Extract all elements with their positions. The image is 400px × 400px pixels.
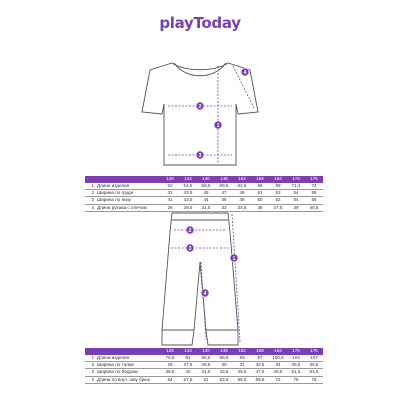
size-value-cell: 48 [233, 197, 251, 204]
row-number: 4 [85, 376, 97, 383]
row-number: 2 [85, 190, 97, 197]
tshirt-marker-2-label: 2 [198, 103, 202, 110]
size-header-cell: 134 [179, 176, 197, 183]
size-value-cell: 45,5 [233, 369, 251, 376]
size-value-cell: 32,5 [251, 362, 269, 369]
table-row [85, 204, 323, 211]
size-value-cell: 75 [287, 376, 305, 383]
table-row [85, 197, 323, 204]
size-value-cell: 57,5 [179, 376, 197, 383]
size-value-cell: 44 [197, 197, 215, 204]
size-value-cell: 27,5 [179, 362, 197, 369]
size-value-cell: 54 [161, 376, 179, 383]
tshirt-marker-1-label: 1 [216, 122, 220, 129]
tshirt-size-table [85, 176, 323, 212]
size-value-cell: 30 [215, 362, 233, 369]
size-value-cell: 36 [251, 204, 269, 211]
size-value-cell: 71,4 [287, 183, 305, 190]
size-value-cell: 61 [197, 376, 215, 383]
size-value-cell: 43,5 [179, 190, 197, 197]
size-value-cell: 54,5 [179, 183, 197, 190]
row-number: 1 [85, 183, 97, 190]
row-label: Ширина по груди [97, 190, 161, 197]
size-header-cell: 158 [251, 176, 269, 183]
row-label: Ширина по талии [97, 362, 161, 369]
size-value-cell: 28 [161, 204, 179, 211]
tshirt-size-header [85, 176, 323, 183]
tshirt-marker-3-label: 3 [198, 152, 202, 159]
size-value-cell: 49,5 [269, 369, 287, 376]
size-value-cell: 78 [305, 376, 323, 383]
size-value-cell: 54 [287, 190, 305, 197]
tshirt-size-body [85, 183, 323, 211]
size-header-cell: 158 [251, 348, 269, 355]
size-value-cell: 66,5 [233, 376, 251, 383]
size-value-cell: 46 [215, 197, 233, 204]
row-label: Ширина по низу [97, 197, 161, 204]
size-value-cell: 40,5 [305, 204, 323, 211]
size-value-cell: 66 [251, 183, 269, 190]
size-value-cell: 38,5 [161, 369, 179, 376]
size-header-cell: 140 [197, 348, 215, 355]
size-value-cell: 56 [305, 197, 323, 204]
size-value-cell: 104 [287, 355, 305, 362]
size-value-cell: 42,5 [179, 197, 197, 204]
size-value-cell: 42 [161, 190, 179, 197]
size-value-cell: 51,5 [287, 369, 305, 376]
row-label: Ширина по бёдрам [97, 369, 161, 376]
pants-marker-4-label: 4 [203, 290, 207, 297]
size-value-cell: 52 [161, 183, 179, 190]
size-value-cell: 34,5 [233, 204, 251, 211]
size-header-cell: 140 [197, 176, 215, 183]
row-number: 4 [85, 204, 97, 211]
row-label: Длина рукава с плечом [97, 204, 161, 211]
size-value-cell: 85,5 [197, 355, 215, 362]
size-value-cell: 31,5 [197, 204, 215, 211]
size-header-cell: 152 [233, 348, 251, 355]
size-value-cell: 45 [197, 190, 215, 197]
size-value-cell: 53,5 [305, 369, 323, 376]
table-row [85, 362, 323, 369]
table-row [85, 190, 323, 197]
row-number: 3 [85, 369, 97, 376]
size-value-cell: 28,5 [197, 362, 215, 369]
size-value-cell: 47 [215, 190, 233, 197]
size-value-cell: 55 [305, 190, 323, 197]
pants-size-header [85, 348, 323, 355]
size-value-cell: 47,5 [251, 369, 269, 376]
size-header-cell: 170 [287, 348, 305, 355]
pants-size-body [85, 355, 323, 383]
row-number: 2 [85, 362, 97, 369]
size-value-cell: 97 [251, 355, 269, 362]
size-value-cell: 43,5 [215, 369, 233, 376]
size-value-cell: 49 [233, 190, 251, 197]
size-header-cell: 164 [269, 176, 287, 183]
row-label: Длина по внут. шву брюк [97, 376, 161, 383]
size-value-cell: 89,5 [215, 355, 233, 362]
size-value-cell: 74 [305, 183, 323, 190]
pants-illustration [162, 213, 238, 345]
table-row [85, 376, 323, 383]
row-label: Длина изделия [97, 355, 161, 362]
row-label: Длина изделия [97, 183, 161, 190]
size-value-cell: 29,5 [179, 204, 197, 211]
size-value-cell: 40 [179, 369, 197, 376]
size-value-cell: 50 [251, 197, 269, 204]
table-row [85, 355, 323, 362]
size-header-cell: 128 [161, 176, 179, 183]
brand-logo: playToday [159, 14, 241, 32]
size-value-cell: 41,5 [197, 369, 215, 376]
size-value-cell: 100,5 [269, 355, 287, 362]
size-value-cell: 69,5 [251, 376, 269, 383]
size-value-cell: 76,5 [161, 355, 179, 362]
size-value-cell: 31 [233, 362, 251, 369]
table-row [85, 369, 323, 376]
size-value-cell: 35,5 [287, 362, 305, 369]
size-header-cell: 134 [179, 348, 197, 355]
size-header-cell: 128 [161, 348, 179, 355]
size-header-cell: 176 [305, 348, 323, 355]
tshirt-illustration [142, 63, 258, 165]
size-value-cell: 69 [269, 183, 287, 190]
size-value-cell: 39 [287, 204, 305, 211]
pants-size-table [85, 348, 323, 384]
size-value-cell: 59,5 [215, 183, 233, 190]
size-value-cell: 41 [161, 197, 179, 204]
size-value-cell: 52 [269, 197, 287, 204]
size-value-cell: 36,5 [305, 362, 323, 369]
row-number: 1 [85, 355, 97, 362]
size-value-cell: 54 [287, 197, 305, 204]
size-value-cell: 37,5 [269, 204, 287, 211]
table-row [85, 183, 323, 190]
size-header-cell: 176 [305, 176, 323, 183]
size-header-cell: 146 [215, 176, 233, 183]
size-value-cell: 56,5 [197, 183, 215, 190]
size-value-cell: 34 [269, 362, 287, 369]
row-number: 3 [85, 197, 97, 204]
size-header-cell: 164 [269, 348, 287, 355]
size-header-cell: 146 [215, 348, 233, 355]
size-value-cell: 81 [179, 355, 197, 362]
size-value-cell: 62,5 [233, 183, 251, 190]
size-value-cell: 63,5 [215, 376, 233, 383]
size-value-cell: 26 [161, 362, 179, 369]
size-value-cell: 93 [233, 355, 251, 362]
tshirt-marker-4-label: 4 [243, 69, 247, 76]
pants-marker-2-label: 2 [188, 227, 192, 234]
size-value-cell: 53 [269, 190, 287, 197]
pants-marker-3-label: 3 [188, 245, 192, 252]
size-value-cell: 72 [269, 376, 287, 383]
size-value-cell: 51 [251, 190, 269, 197]
size-value-cell: 33 [215, 204, 233, 211]
size-value-cell: 107 [305, 355, 323, 362]
size-header-cell: 170 [287, 176, 305, 183]
pants-marker-1-label: 1 [232, 255, 236, 262]
size-header-cell: 152 [233, 176, 251, 183]
